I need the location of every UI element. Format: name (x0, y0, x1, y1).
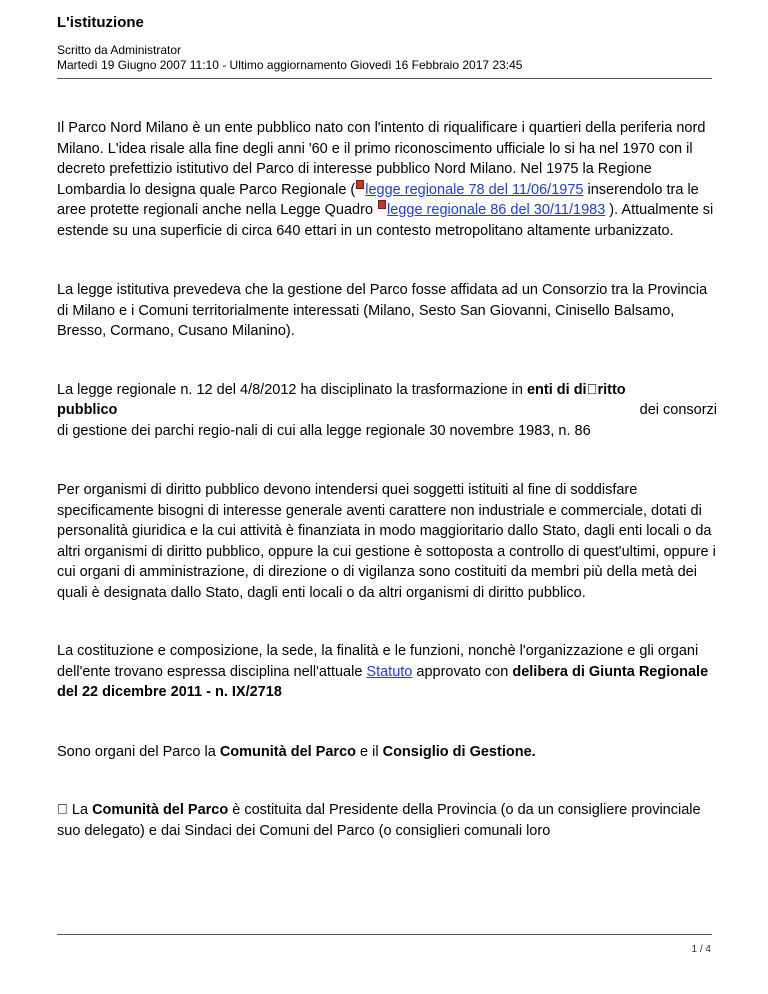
page-header (57, 14, 712, 73)
paragraph-consorzio: La legge istitutiva prevedeva che la gestione del Parco fosse affidata ad un Consorzio tra la Provincia di Milano e i Comuni territorialmente interessati (Milano, Sesto San Giovanni, Cinisello Balsamo, Bresso, Cormano, Cusano Milanino). (57, 282, 708, 339)
paragraph-history: Il Parco Nord Milano è un ente pubblico nato con l'intento di riqualificare i quartieri della periferia nord Milano. L'idea risale alla fine degli anni '60 e il primo riconoscimento ufficiale lo si ha nel 1970 con il decreto prefettizio istitutivo del Parco di interesse pubblico Nord Milano. Nel 1975 la Regione Lombardia lo designa quale Parco Regionale ( legge regionale 78 del 11/06/1975 inserendolo tra le aree protette regionali anche nella Legge Quadro legge regionale 86 del 30/11/1983 ). Attualmente si estende su una superficie di circa 640 ettari in un contesto metropolitano altamente urbanizzato. (57, 120, 714, 239)
pdf-icon (356, 180, 364, 189)
paragraph-legge-12-2012: La legge regionale n. 12 del 4/8/2012 ha disciplinato la trasformazione in enti di di ritto pubblico dei consorzi di gestione dei parchi regio-nali di cui alla legge regionale 30 novembre 1983, n. 86 (57, 381, 717, 439)
pdf-icon (378, 200, 386, 209)
page-number: 1 / 4 (691, 944, 711, 955)
footer-divider (57, 934, 712, 935)
date-line: Martedì 19 Giugno 2007 11:10 - Ultimo aggiornamento Giovedì 16 Febbraio 2017 23:45 (57, 58, 523, 72)
document-title: L'istituzione (57, 14, 144, 31)
link-legge-78-1975[interactable]: legge regionale 78 del 11/06/1975 (365, 181, 584, 198)
link-statuto[interactable]: Statuto (366, 663, 413, 680)
author-line: Scritto da Administrator (57, 43, 182, 57)
article-body (57, 118, 717, 841)
paragraph-organismi: Per organismi di diritto pubblico devono intendersi quei soggetti istituiti al fine di soddisfare specificamente bisogni di interesse generale aventi carattere non industriale e commerciale, dotati di personalità giuridica e la cui attività è finanziata in modo maggioritario dallo Stato, dagli enti locali o da altri organismi di diritto pubblico, oppure la cui gestione è sottoposta a controllo di quest'ultimi, oppure i cui organi di amministrazione, di direzione o di vigilanza sono costituiti da membri più della metà dei quali è designata dallo Stato, dagli enti locali o da altri organismi di diritto pubblico. (57, 482, 716, 601)
document-meta (57, 43, 712, 73)
paragraph-comunita:   La Comunità del Parco è costituita dal Presidente della Provincia (o da un consigliere provinciale suo delegato) e dai Sindaci dei Comuni del Parco (o consiglieri comunali loro (57, 802, 701, 839)
link-legge-86-1983[interactable]: legge regionale 86 del 30/11/1983 (387, 202, 606, 218)
paragraph-organi: Sono organi del Parco la Comunità del Parco e il Consiglio di Gestione. (57, 743, 536, 760)
paragraph-statuto: La costituzione e composizione, la sede, la finalità e le funzioni, nonchè l'organizzazione e gli organi dell'ente trovano espressa disciplina nell'attuale Statuto approvato con delibera di Giunta Regionale del 22 dicembre 2011 - n. IX/2718 (57, 643, 709, 700)
header-divider (57, 78, 712, 79)
